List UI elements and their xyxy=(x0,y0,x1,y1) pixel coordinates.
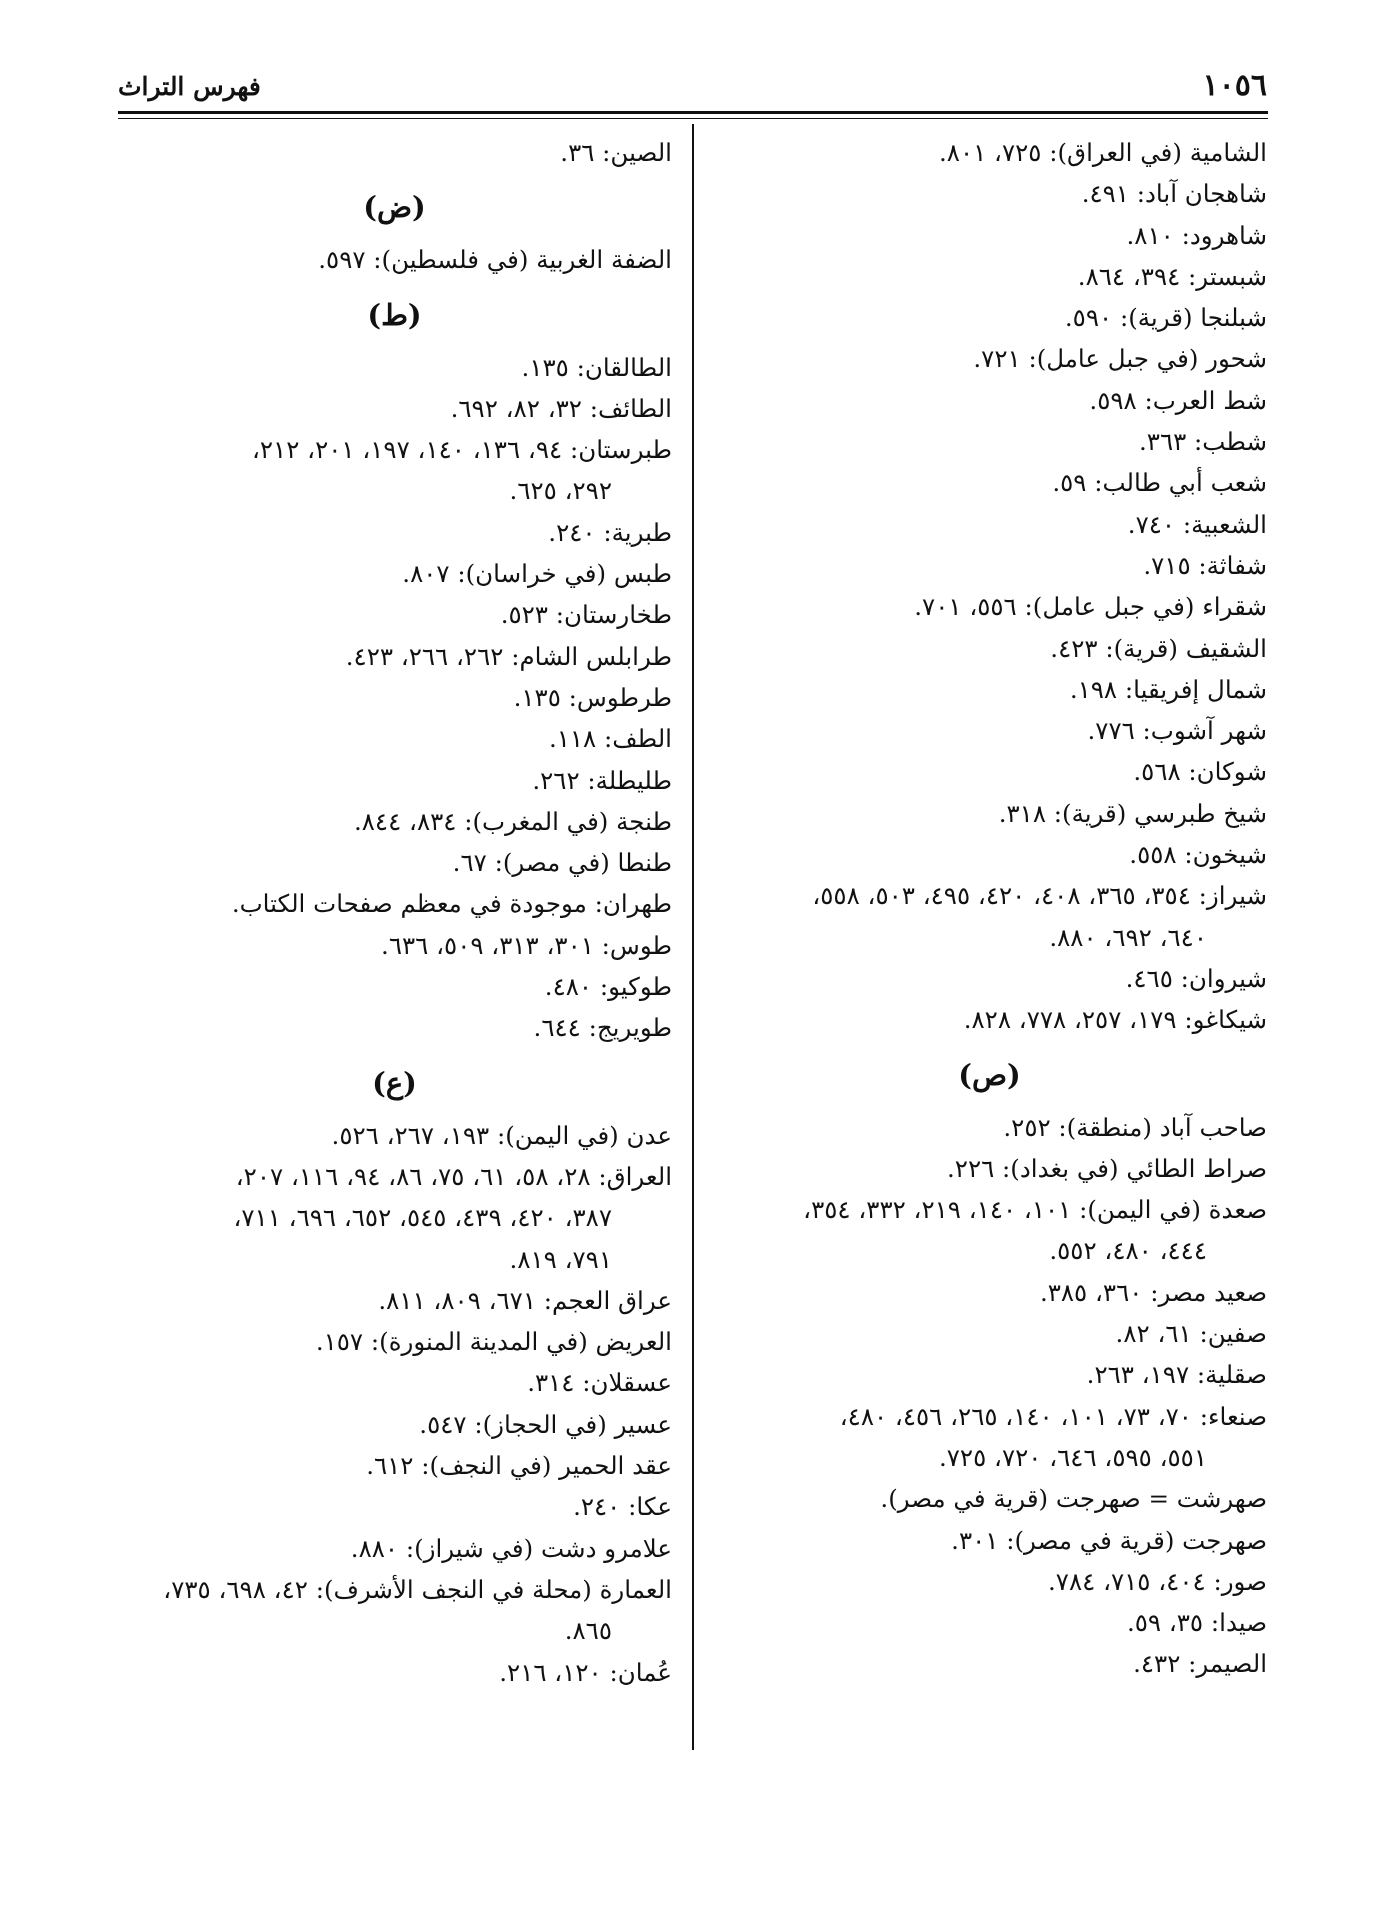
index-entry xyxy=(712,669,1267,710)
running-title: فهرس التراث xyxy=(118,72,261,101)
index-entry xyxy=(117,1007,672,1048)
index-entry xyxy=(117,553,672,594)
entry-line: الصيمر: ٤٣٢. xyxy=(1133,1649,1267,1679)
entry-line: الشقيف (قرية): ٤٢٣. xyxy=(1050,633,1267,663)
index-entry xyxy=(712,1354,1267,1395)
index-entry xyxy=(117,883,672,924)
index-entry xyxy=(117,347,672,388)
entry-continuation-line: ٧٩١، ٨١٩. xyxy=(509,1244,612,1274)
index-entry xyxy=(712,1561,1267,1602)
letter-heading: (ض) xyxy=(363,190,426,225)
page-number: ١٠٥٦ xyxy=(1202,68,1267,103)
index-entry xyxy=(712,1643,1267,1684)
index-column-left xyxy=(117,132,672,1693)
index-entry xyxy=(712,1148,1267,1189)
index-entry xyxy=(117,636,672,677)
index-entry xyxy=(117,132,672,173)
entry-line: طبرستان: ٩٤، ١٣٦، ١٤٠، ١٩٧، ٢٠١، ٢١٢، xyxy=(251,435,672,465)
entry-line: عسقلان: ٣١٤. xyxy=(527,1368,672,1398)
index-entry xyxy=(712,1602,1267,1643)
index-entry xyxy=(117,718,672,759)
index-entry xyxy=(117,1321,672,1362)
index-entry xyxy=(712,297,1267,338)
index-entry xyxy=(712,1272,1267,1313)
entry-line: عقد الحمير (في النجف): ٦١٢. xyxy=(366,1451,672,1481)
entry-continuation-line: ٢٩٢، ٦٢٥. xyxy=(509,476,612,506)
index-entry xyxy=(712,586,1267,627)
index-entry xyxy=(712,421,1267,462)
index-entry xyxy=(117,966,672,1007)
entry-line: صيدا: ٣٥، ٥٩. xyxy=(1126,1608,1267,1638)
index-entry xyxy=(117,801,672,842)
entry-continuation-line: ٤٤٤، ٤٨٠، ٥٥٢. xyxy=(1049,1236,1207,1266)
entry-line: طوكيو: ٤٨٠. xyxy=(544,972,672,1002)
index-entry xyxy=(117,1445,672,1486)
index-entry xyxy=(712,1313,1267,1354)
index-entry xyxy=(712,1107,1267,1148)
entry-line: شبلنجا (قرية): ٥٩٠. xyxy=(1064,303,1267,333)
entry-line: عدن (في اليمن): ١٩٣، ٢٦٧، ٥٢٦. xyxy=(331,1120,672,1150)
index-entry xyxy=(117,1156,672,1280)
header-rule-thin xyxy=(118,118,1268,119)
entry-line: صهرجت (قرية في مصر): ٣٠١. xyxy=(951,1525,1267,1555)
index-entry xyxy=(712,132,1267,173)
index-entry xyxy=(712,999,1267,1040)
index-entry xyxy=(712,545,1267,586)
entry-continuation-line: ٦٤٠، ٦٩٢، ٨٨٠. xyxy=(1049,922,1207,952)
index-entry xyxy=(117,1115,672,1156)
entry-line: شهر آشوب: ٧٧٦. xyxy=(1087,716,1267,746)
index-entry xyxy=(117,594,672,635)
entry-line: شيخون: ٥٥٨. xyxy=(1129,840,1267,870)
entry-line: صاحب آباد (منطقة): ٢٥٢. xyxy=(1003,1112,1267,1142)
entry-line: شيروان: ٤٦٥. xyxy=(1125,963,1267,993)
entry-line: شيخ طبرسي (قرية): ٣١٨. xyxy=(998,798,1267,828)
index-entry xyxy=(712,173,1267,214)
index-entry xyxy=(712,958,1267,999)
entry-line: صعدة (في اليمن): ١٠١، ١٤٠، ٢١٩، ٣٣٢، ٣٥٤، xyxy=(803,1195,1267,1225)
entry-line: عكا: ٢٤٠. xyxy=(573,1492,672,1522)
index-entry xyxy=(712,1189,1267,1272)
index-entry xyxy=(712,710,1267,751)
letter-heading: (ع) xyxy=(372,1065,417,1100)
index-entry xyxy=(117,1280,672,1321)
index-entry xyxy=(117,429,672,512)
index-entry xyxy=(117,1652,672,1693)
entry-line: الطف: ١١٨. xyxy=(548,724,672,754)
entry-line: عُمان: ١٢٠، ٢١٦. xyxy=(499,1657,672,1687)
entry-line: طليطلة: ٢٦٢. xyxy=(532,765,672,795)
entry-line: شيراز: ٣٥٤، ٣٦٥، ٤٠٨، ٤٢٠، ٤٩٥، ٥٠٣، ٥٥٨، xyxy=(812,881,1267,911)
entry-continuation-line: ٨٦٥. xyxy=(564,1616,612,1646)
entry-continuation-line: ٣٨٧، ٤٢٠، ٤٣٩، ٥٤٥، ٦٥٢، ٦٩٦، ٧١١، xyxy=(233,1203,612,1233)
entry-line: صقلية: ١٩٧، ٢٦٣. xyxy=(1086,1360,1267,1390)
entry-line: صراط الطائي (في بغداد): ٢٢٦. xyxy=(946,1153,1267,1183)
entry-line: الصين: ٣٦. xyxy=(560,138,672,167)
index-entry xyxy=(117,842,672,883)
index-entry xyxy=(117,677,672,718)
entry-line: شقراء (في جبل عامل): ٥٥٦، ٧٠١. xyxy=(914,592,1267,622)
entry-line: طوس: ٣٠١، ٣١٣، ٥٠٩، ٦٣٦. xyxy=(381,930,672,960)
index-entry xyxy=(712,504,1267,545)
entry-line: صور: ٤٠٤، ٧١٥، ٧٨٤. xyxy=(1048,1566,1267,1596)
index-entry xyxy=(712,338,1267,379)
index-entry xyxy=(117,760,672,801)
entry-line: طبس (في خراسان): ٨٠٧. xyxy=(402,559,672,589)
index-column-right xyxy=(712,132,1267,1685)
entry-line: العمارة (محلة في النجف الأشرف): ٤٢، ٦٩٨، ٧٣٥، xyxy=(163,1574,672,1604)
header-rule-thick xyxy=(118,111,1268,114)
index-entry xyxy=(712,628,1267,669)
entry-line: طنجة (في المغرب): ٨٣٤، ٨٤٤. xyxy=(353,806,672,836)
index-entry xyxy=(712,1396,1267,1479)
entry-line: طرابلس الشام: ٢٦٢، ٢٦٦، ٤٢٣. xyxy=(345,641,672,671)
entry-line: الطائف: ٣٢، ٨٢، ٦٩٢. xyxy=(450,393,672,423)
entry-line: الضفة الغربية (في فلسطين): ٥٩٧. xyxy=(318,245,672,275)
entry-line: شطب: ٣٦٣. xyxy=(1138,427,1267,457)
entry-line: طويريج: ٦٤٤. xyxy=(533,1013,672,1043)
column-divider xyxy=(692,124,694,1750)
entry-line: شوكان: ٥٦٨. xyxy=(1133,757,1267,787)
index-entry xyxy=(117,925,672,966)
entry-line: شعب أبي طالب: ٥٩. xyxy=(1052,468,1267,498)
entry-line: طنطا (في مصر): ٦٧. xyxy=(452,848,672,878)
entry-line: شفاثة: ٧١٥. xyxy=(1143,550,1267,580)
index-entry xyxy=(712,875,1267,958)
entry-line: عراق العجم: ٦٧١، ٨٠٩، ٨١١. xyxy=(378,1285,672,1315)
entry-line: الشعبية: ٧٤٠. xyxy=(1127,509,1267,539)
index-entry xyxy=(712,215,1267,256)
index-entry xyxy=(117,512,672,553)
entry-line: شاهجان آباد: ٤٩١. xyxy=(1081,179,1267,209)
entry-line: طبرية: ٢٤٠. xyxy=(548,517,672,547)
entry-line: طهران: موجودة في معظم صفحات الكتاب. xyxy=(231,889,672,919)
entry-line: العريض (في المدينة المنورة): ١٥٧. xyxy=(315,1327,672,1357)
entry-line: الشامية (في العراق): ٧٢٥، ٨٠١. xyxy=(938,138,1267,167)
entry-line: طخارستان: ٥٢٣. xyxy=(500,600,672,630)
entry-line: علامرو دشت (في شيراز): ٨٨٠. xyxy=(350,1533,672,1563)
entry-line: الطالقان: ١٣٥. xyxy=(521,352,672,382)
index-entry xyxy=(117,1486,672,1527)
index-entry xyxy=(712,462,1267,503)
entry-line: العراق: ٢٨، ٥٨، ٦١، ٧٥، ٨٦، ٩٤، ١١٦، ٢٠٧، xyxy=(235,1161,672,1191)
index-entry xyxy=(117,1528,672,1569)
index-entry xyxy=(712,793,1267,834)
entry-line: عسير (في الحجاز): ٥٤٧. xyxy=(419,1409,672,1439)
index-entry xyxy=(712,380,1267,421)
entry-continuation-line: ٥٥١، ٥٩٥، ٦٤٦، ٧٢٠، ٧٢٥. xyxy=(938,1442,1207,1472)
letter-heading: (ص) xyxy=(958,1057,1021,1092)
entry-line: صنعاء: ٧٠، ٧٣، ١٠١، ١٤٠، ٢٦٥، ٤٥٦، ٤٨٠، xyxy=(839,1401,1267,1431)
index-entry xyxy=(712,1520,1267,1561)
entry-line: صهرشت = صهرجت (قرية في مصر). xyxy=(880,1484,1267,1514)
entry-line: صفين: ٦١، ٨٢. xyxy=(1115,1319,1267,1349)
entry-line: طرطوس: ١٣٥. xyxy=(513,682,672,712)
entry-line: شمال إفريقيا: ١٩٨. xyxy=(1069,674,1267,704)
index-entry xyxy=(712,1478,1267,1519)
index-entry xyxy=(117,239,672,280)
index-entry xyxy=(117,1569,672,1652)
index-entry xyxy=(117,1362,672,1403)
index-entry xyxy=(712,834,1267,875)
index-entry xyxy=(117,1404,672,1445)
entry-line: صعيد مصر: ٣٦٠، ٣٨٥. xyxy=(1039,1277,1267,1307)
index-entry xyxy=(712,751,1267,792)
letter-heading: (ط) xyxy=(367,297,422,332)
entry-line: شيكاغو: ١٧٩، ٢٥٧، ٧٧٨، ٨٢٨. xyxy=(963,1005,1267,1035)
index-entry xyxy=(712,256,1267,297)
entry-line: شحور (في جبل عامل): ٧٢١. xyxy=(973,344,1267,374)
entry-line: شط العرب: ٥٩٨. xyxy=(1089,385,1267,415)
entry-line: شبستر: ٣٩٤، ٨٦٤. xyxy=(1077,261,1267,291)
index-entry xyxy=(117,388,672,429)
entry-line: شاهرود: ٨١٠. xyxy=(1126,220,1267,250)
